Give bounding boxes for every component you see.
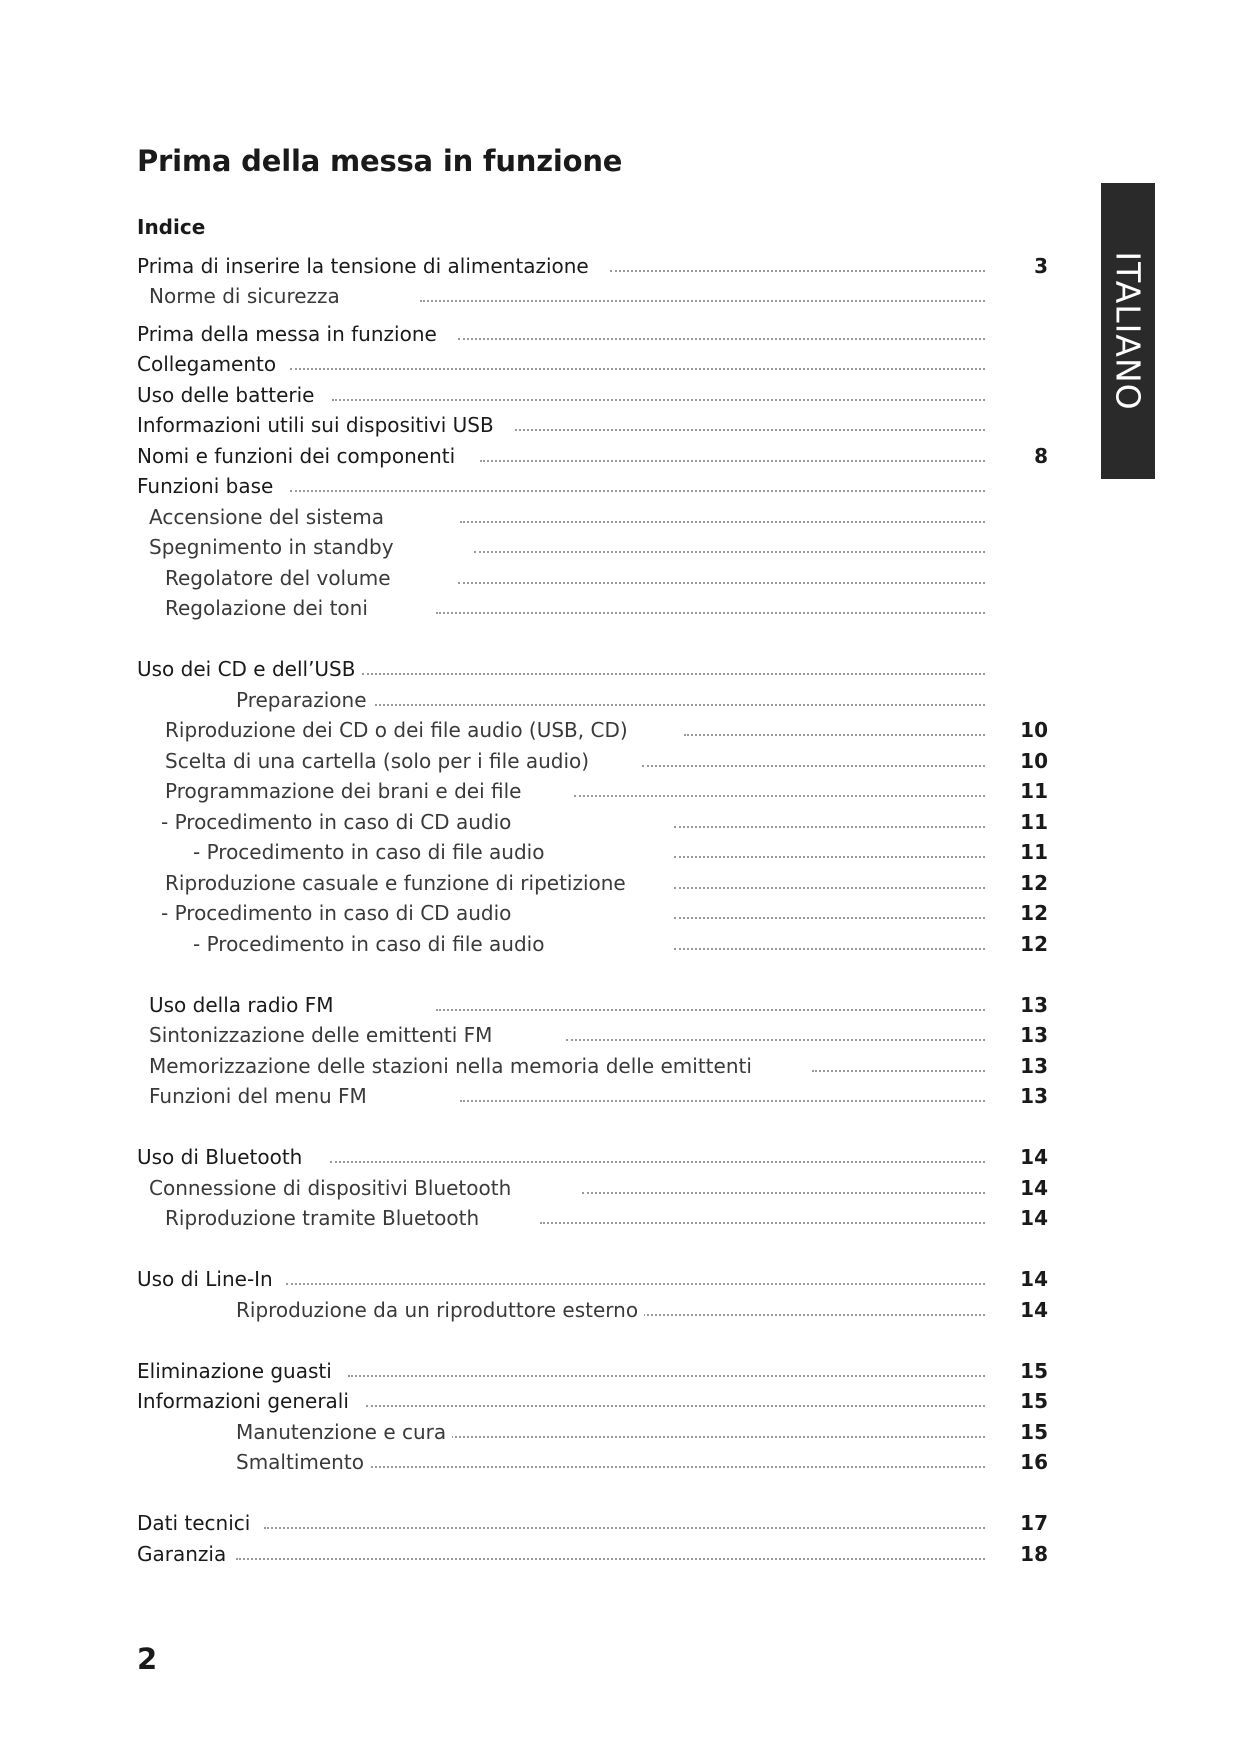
toc-leader-dots <box>582 1192 985 1194</box>
toc-entry <box>0 1539 1060 1569</box>
toc-entry-page: 12 <box>1020 871 1048 895</box>
toc-entry-label: Riproduzione tramite Bluetooth <box>165 1203 485 1233</box>
toc-entry-label: Programmazione dei brani e dei file <box>165 776 527 806</box>
toc-entry-label: Memorizzazione delle stazioni nella memoria delle emittenti <box>149 1051 758 1081</box>
toc-entry <box>0 1203 1060 1233</box>
toc-entry-page: 13 <box>1020 1084 1048 1108</box>
toc-entry-page: 14 <box>1020 1298 1048 1322</box>
toc-entry-label: Manutenzione e cura <box>236 1417 452 1447</box>
toc-entry-label: Spegnimento in standby <box>149 532 400 562</box>
toc-entry-label: - Procedimento in caso di CD audio <box>161 898 517 928</box>
toc-entry <box>0 1173 1060 1203</box>
page-title: Prima della messa in funzione <box>137 144 623 178</box>
toc-leader-dots <box>446 1436 985 1438</box>
toc-entry <box>0 1051 1060 1081</box>
toc-entry-label: Smaltimento <box>236 1447 370 1477</box>
toc-leader-dots <box>236 1558 985 1560</box>
toc-leader-dots <box>330 1161 985 1163</box>
toc-leader-dots <box>610 270 985 272</box>
toc-entry-page: 13 <box>1020 993 1048 1017</box>
toc-entry-label: - Procedimento in caso di file audio <box>193 929 550 959</box>
toc-entry <box>0 471 1060 501</box>
toc-leader-dots <box>474 551 985 553</box>
toc-leader-dots <box>642 765 985 767</box>
toc-leader-dots <box>348 1375 985 1377</box>
toc-entry <box>0 1142 1060 1172</box>
toc-leader-dots <box>480 460 985 462</box>
toc-entry <box>0 685 1060 715</box>
toc-entry-page: 11 <box>1020 779 1048 803</box>
toc-entry <box>0 593 1060 623</box>
toc-entry-page: 11 <box>1020 840 1048 864</box>
toc-entry-label: Uso dei CD e dell’USB <box>137 654 361 684</box>
toc-entry-page: 10 <box>1020 718 1048 742</box>
toc-entry-label: Regolatore del volume <box>165 563 397 593</box>
toc-entry <box>0 563 1060 593</box>
toc-entry-label: - Procedimento in caso di CD audio <box>161 807 517 837</box>
toc-entry <box>0 990 1060 1020</box>
toc-leader-dots <box>366 1405 985 1407</box>
toc-entry <box>0 715 1060 745</box>
toc-entry-label: Sintonizzazione delle emittenti FM <box>149 1020 498 1050</box>
toc-entry <box>0 807 1060 837</box>
toc-entry-label: Riproduzione da un riproduttore esterno <box>236 1295 644 1325</box>
toc-entry <box>0 776 1060 806</box>
toc-entry-label: Funzioni del menu FM <box>149 1081 373 1111</box>
toc-entry <box>0 410 1060 440</box>
toc-entry-page: 11 <box>1020 810 1048 834</box>
toc-entry-page: 18 <box>1020 1542 1048 1566</box>
toc-leader-dots <box>458 338 985 340</box>
toc-entry-page: 15 <box>1020 1420 1048 1444</box>
toc-leader-dots <box>630 1314 985 1316</box>
toc-entry-label: Uso di Line-In <box>137 1264 279 1294</box>
toc-entry-label: Prima della messa in funzione <box>137 319 443 349</box>
toc-entry <box>0 281 1060 311</box>
toc-leader-dots <box>460 1100 985 1102</box>
toc-entry-page: 13 <box>1020 1054 1048 1078</box>
toc-entry-label: Eliminazione guasti <box>137 1356 338 1386</box>
toc-entry-label: Dati tecnici <box>137 1508 256 1538</box>
toc-entry <box>0 1417 1060 1447</box>
toc-entry <box>0 746 1060 776</box>
toc-leader-dots <box>515 429 985 431</box>
toc-leader-dots <box>368 704 985 706</box>
toc-entry-label: Uso della radio FM <box>149 990 339 1020</box>
toc-entry <box>0 654 1060 684</box>
toc-entry <box>0 1020 1060 1050</box>
toc-leader-dots <box>436 1009 985 1011</box>
toc-entry-page: 16 <box>1020 1450 1048 1474</box>
toc-entry-label: Garanzia <box>137 1539 232 1569</box>
toc-entry <box>0 532 1060 562</box>
toc-entry-label: Prima di inserire la tensione di alimentazione <box>137 251 595 281</box>
toc-leader-dots <box>366 1466 985 1468</box>
toc-entry <box>0 898 1060 928</box>
toc-entry-page: 10 <box>1020 749 1048 773</box>
toc-entry-label: Uso di Bluetooth <box>137 1142 308 1172</box>
toc-entry-label: Nomi e funzioni dei componenti <box>137 441 461 471</box>
toc-entry <box>0 441 1060 471</box>
toc-entry-label: Riproduzione casuale e funzione di ripetizione <box>165 868 632 898</box>
toc-entry <box>0 349 1060 379</box>
toc-entry-page: 12 <box>1020 901 1048 925</box>
language-tab <box>1101 183 1155 479</box>
toc-entry-page: 13 <box>1020 1023 1048 1047</box>
toc-entry-label: Scelta di una cartella (solo per i file audio) <box>165 746 595 776</box>
toc-leader-dots <box>460 521 985 523</box>
toc-entry-label: Riproduzione dei CD o dei file audio (USB, CD) <box>165 715 634 745</box>
toc-entry-page: 17 <box>1020 1511 1048 1535</box>
toc-leader-dots <box>420 300 985 302</box>
toc-leader-dots <box>290 368 985 370</box>
toc-entry <box>0 1295 1060 1325</box>
toc-entry <box>0 1264 1060 1294</box>
toc-entry <box>0 1447 1060 1477</box>
toc-leader-dots <box>574 795 985 797</box>
toc-entry-page: 14 <box>1020 1206 1048 1230</box>
toc-leader-dots <box>684 734 985 736</box>
toc-leader-dots <box>674 887 985 889</box>
toc-entry-page: 15 <box>1020 1389 1048 1413</box>
toc-entry-label: Regolazione dei toni <box>165 593 374 623</box>
toc-entry-page: 15 <box>1020 1359 1048 1383</box>
toc-leader-dots <box>458 582 985 584</box>
toc-entry <box>0 1508 1060 1538</box>
toc-entry <box>0 502 1060 532</box>
toc-entry <box>0 380 1060 410</box>
toc-entry-label: Informazioni utili sui dispositivi USB <box>137 410 500 440</box>
toc-entry-label: - Procedimento in caso di file audio <box>193 837 550 867</box>
toc-entry-label: Connessione di dispositivi Bluetooth <box>149 1173 517 1203</box>
toc-leader-dots <box>290 490 985 492</box>
toc-leader-dots <box>332 399 985 401</box>
toc-heading: Indice <box>137 215 206 239</box>
language-tab-label: ITALIANO <box>1108 251 1148 411</box>
toc-entry <box>0 837 1060 867</box>
toc-entry-label: Preparazione <box>236 685 373 715</box>
toc-entry-label: Informazioni generali <box>137 1386 355 1416</box>
toc-entry <box>0 251 1060 281</box>
toc-leader-dots <box>674 948 985 950</box>
toc-entry-label: Uso delle batterie <box>137 380 320 410</box>
toc-entry-page: 14 <box>1020 1145 1048 1169</box>
toc-entry <box>0 1386 1060 1416</box>
toc-entry-label: Collegamento <box>137 349 282 379</box>
toc-entry-page: 12 <box>1020 932 1048 956</box>
toc-leader-dots <box>674 826 985 828</box>
toc-entry-label: Funzioni base <box>137 471 279 501</box>
toc-entry <box>0 1356 1060 1386</box>
page-number: 2 <box>137 1642 158 1676</box>
toc-entry-page: 8 <box>1034 444 1048 468</box>
toc-entry-page: 14 <box>1020 1176 1048 1200</box>
toc-leader-dots <box>674 917 985 919</box>
toc-leader-dots <box>674 856 985 858</box>
toc-leader-dots <box>436 612 985 614</box>
toc-leader-dots <box>362 673 985 675</box>
toc-entry-page: 3 <box>1034 254 1048 278</box>
toc-entry <box>0 319 1060 349</box>
toc-leader-dots <box>264 1527 985 1529</box>
toc-entry <box>0 929 1060 959</box>
toc-leader-dots <box>812 1070 985 1072</box>
toc-entry-label: Norme di sicurezza <box>149 281 346 311</box>
toc-leader-dots <box>566 1039 985 1041</box>
toc-leader-dots <box>540 1222 985 1224</box>
toc-leader-dots <box>286 1283 985 1285</box>
toc-entry <box>0 868 1060 898</box>
toc-entry <box>0 1081 1060 1111</box>
toc-entry-label: Accensione del sistema <box>149 502 390 532</box>
toc-entry-page: 14 <box>1020 1267 1048 1291</box>
